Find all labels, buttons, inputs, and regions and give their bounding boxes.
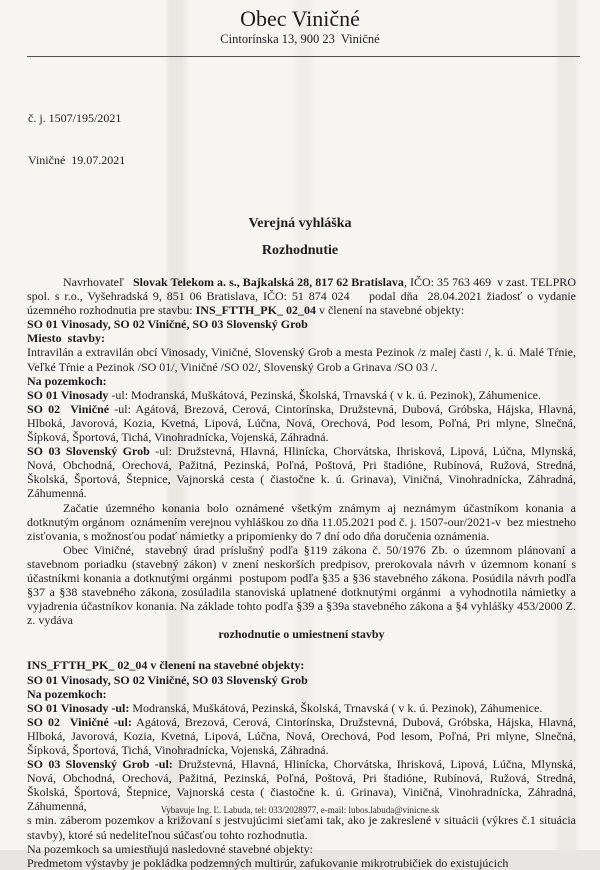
- so01-streets-2: [27, 701, 576, 715]
- letterhead-divider: [27, 56, 580, 57]
- text-run: rozhodnutie o umiestnení stavby: [218, 627, 385, 642]
- text-run: SO 01 Vinosady, SO 02 Viničné, SO 03 Slovenský Grob: [27, 317, 308, 332]
- decision-section-heading: [27, 627, 576, 641]
- minimal-occupation-note: [27, 813, 579, 842]
- organization-address: Cintorínska 13, 900 23 Viničné: [220, 32, 380, 46]
- footer-contact: Vybavuje Ing. Ľ. Labuda, tel: 033/2028977, e-mail: lubos.labuda@vinicne.sk: [160, 805, 440, 815]
- parcels-label: [27, 374, 576, 388]
- construction-subject-paragraph: [27, 856, 576, 870]
- proceedings-start-paragraph: [27, 500, 582, 543]
- decision-title: Rozhodnutie: [261, 243, 339, 258]
- letterhead: [0, 0, 600, 47]
- organization-name: Obec Viničné: [240, 6, 360, 31]
- text-run: Predmetom výstavby je pokládka podzemných multirúr, zafukovanie mikrotrubičiek do existujúcich: [27, 855, 509, 870]
- text-run: INS_FTTH_PK_ 02_04 v členení na stavebné objekty:: [27, 658, 305, 673]
- authority-paragraph: [27, 542, 579, 628]
- text-run: SO 03 Slovenský Grob -ul:: [27, 757, 173, 772]
- text-run: Navrhovateľ: [63, 275, 133, 289]
- text-run: Miesto stavby:: [27, 331, 105, 346]
- text-run: Slovak Telekom a. s., Bajkalská 28, 817 62 Bratislava: [132, 275, 404, 289]
- text-run: v členení na stavebné objekty:: [315, 303, 465, 318]
- so02-streets: [27, 401, 579, 445]
- text-run: -ul: Modranská, Muškátová, Pezinská, Školská, Trnavská ( v k. ú. Pezinok), Záhumenice.: [108, 387, 541, 402]
- text-run: -ul: Agátová, Brezová, Cerová, Cintorínska, Družstevná, Dubová, Gróbska, Hájska, Hlavná, Hlboká, Javorová, Kozia, Kvetná, Lipová, Lúčna, Nová, Orechová, Pod lesom, Poľná, Pri mlyne, Slnečná, Šípková, Športová, Tichá, Vinohradnícka, Vojenská, Záhradná.: [27, 401, 579, 445]
- text-run: , IČO: 35 763 469 v zast. TELPRO spol. s r.o., Vyšehradská 9, 851 06 Bratislava, IČO: 51 874 024 podal dňa 28.04.2021 žiadosť o vydanie územného rozhodnutia pre stavbu:: [27, 275, 579, 318]
- text-run: SO 02 Viničné -ul:: [27, 714, 132, 729]
- text-run: Modranská, Muškátová, Pezinská, Školská, Trnavská ( v k. ú. Pezinok), Záhumenice.: [129, 700, 543, 715]
- site-description: [27, 345, 579, 374]
- file-number: č. j. 1507/195/2021: [28, 111, 122, 125]
- text-run: Intravilán a extravilán obcí Vinosady, Viničné, Slovenský Grob a mesta Pezinok /z malej časti /, k. ú. Malé Tŕnie, Veľké Tŕnie a Pezinok /SO 01/, Viničné /SO 02/, Slovenský Grob a Grinava /SO 03 /.: [27, 345, 579, 374]
- text-run: INS_FTTH_PK_ 02_04: [195, 303, 316, 318]
- parcels-label-2: [27, 687, 576, 701]
- text-run: SO 01 Vinosady, SO 02 Viničné, SO 03 Slovenský Grob: [27, 672, 308, 687]
- applicant-paragraph: [27, 275, 579, 318]
- place-and-date: Viničné 19.07.2021: [28, 153, 126, 167]
- so03-streets: [27, 444, 579, 501]
- text-run: Na pozemkoch:: [27, 373, 107, 388]
- public-notice-title: Verejná vyhláška: [248, 216, 352, 231]
- building-objects-line-2: [27, 673, 576, 687]
- so02-streets-2: [27, 714, 579, 757]
- reference-block: [28, 83, 576, 195]
- text-run: SO 01 Vinosady -ul:: [27, 700, 130, 715]
- text-run: Na pozemkoch:: [27, 686, 107, 701]
- text-run: SO 02 Viničné: [27, 401, 110, 416]
- text-run: SO 03 Slovenský Grob: [27, 444, 150, 459]
- text-run: Družstevná, Hlavná, Hlinícka, Chorvátska, Ihrisková, Lipová, Lúčna, Mlynská, Nová, Obchodná, Orechová, Pažitná, Pezinská, Poľná, Poštová, Pri štadióne, Rubínová, Ružová, Stredná, Školská, Športová, Štepnice, Vajnorská cesta ( čiastočne k. ú. Grinava), Viničná, Vinohradnícka, Záhradná, Záhumenná,: [27, 757, 579, 814]
- text-run: Agátová, Brezová, Cerová, Cintorínska, Družstevná, Dubová, Gróbska, Hájska, Hlavná, Hlboká, Javorová, Kozia, Kvetná, Lipová, Lúčna, Nová, Orechová, Pod lesom, Poľná, Pri mlyne, Slnečná, Šípková, Športová, Tichá, Vinohradnícka, Vojenská, Záhradná.: [27, 714, 579, 757]
- text-run: SO 01 Vinosady: [27, 387, 109, 402]
- text-run: Na pozemkoch sa umiestňujú nasledovné stavebné objekty:: [27, 841, 313, 856]
- so01-streets: [27, 388, 576, 402]
- text-run: Začatie územného konania bolo oznámené všetkým známym aj neznámym účastníkom konania a dotknutým orgánom oznámením verejnou vyhláškou zo dňa 11.05.2021 pod č. j. 1507-our/2021-v bez miestneho zisťovania, s možnosťou podať námietky a pripomienky do 7 dní odo dňa doručenia oznámenia.: [27, 500, 582, 543]
- document-body: [27, 275, 582, 870]
- text-run: s min. záberom pozemkov a križovaní s jestvujúcimi sieťami tak, ako je zakreslené v situácii (výkres č.1 situácia stavby), ktoré sú nedeliteľnou súčasťou tohto rozhodnutia.: [27, 813, 579, 842]
- site-label: [27, 331, 576, 345]
- text-run: Obec Viničné, stavebný úrad príslušný podľa §119 zákona č. 50/1976 Zb. o územnom plánovaní a stavebnom poriadku (stavebný zákon) v znení neskorších predpisov, prerokovala návrh v územnom konaní s účastníkmi konania a dotknutými orgánmi postupom podľa §35 a §36 stavebného zákona. Posúdila návrh podľa §37 a §38 stavebného zákona, zosúladila stanoviská uplatnené dotknutými orgánmi a vyhodnotila námietky a vyjadrenia účastníkov konania. Na základe tohto podľa §39 a §39a stavebného zákona a §4 vyhlášky 453/2000 Z. z. vydáva: [27, 542, 579, 628]
- text-run: -ul: Družstevná, Hlavná, Hlinícka, Chorvátska, Ihrisková, Lipová, Lúčna, Mlynská, Nová, Obchodná, Orechová, Pažitná, Pezinská, Poľná, Poštová, Pri štadióne, Rubínová, Ružová, Stredná, Školská, Športová, Štepnice, Vajnorská cesta ( čiastočne k. ú. Grinava), Viničná, Vinohradnícka, Záhradná, Záhumenná.: [27, 444, 579, 501]
- project-name-line: [27, 658, 576, 672]
- placed-objects-lead: [27, 842, 576, 856]
- building-objects-line: [27, 317, 576, 331]
